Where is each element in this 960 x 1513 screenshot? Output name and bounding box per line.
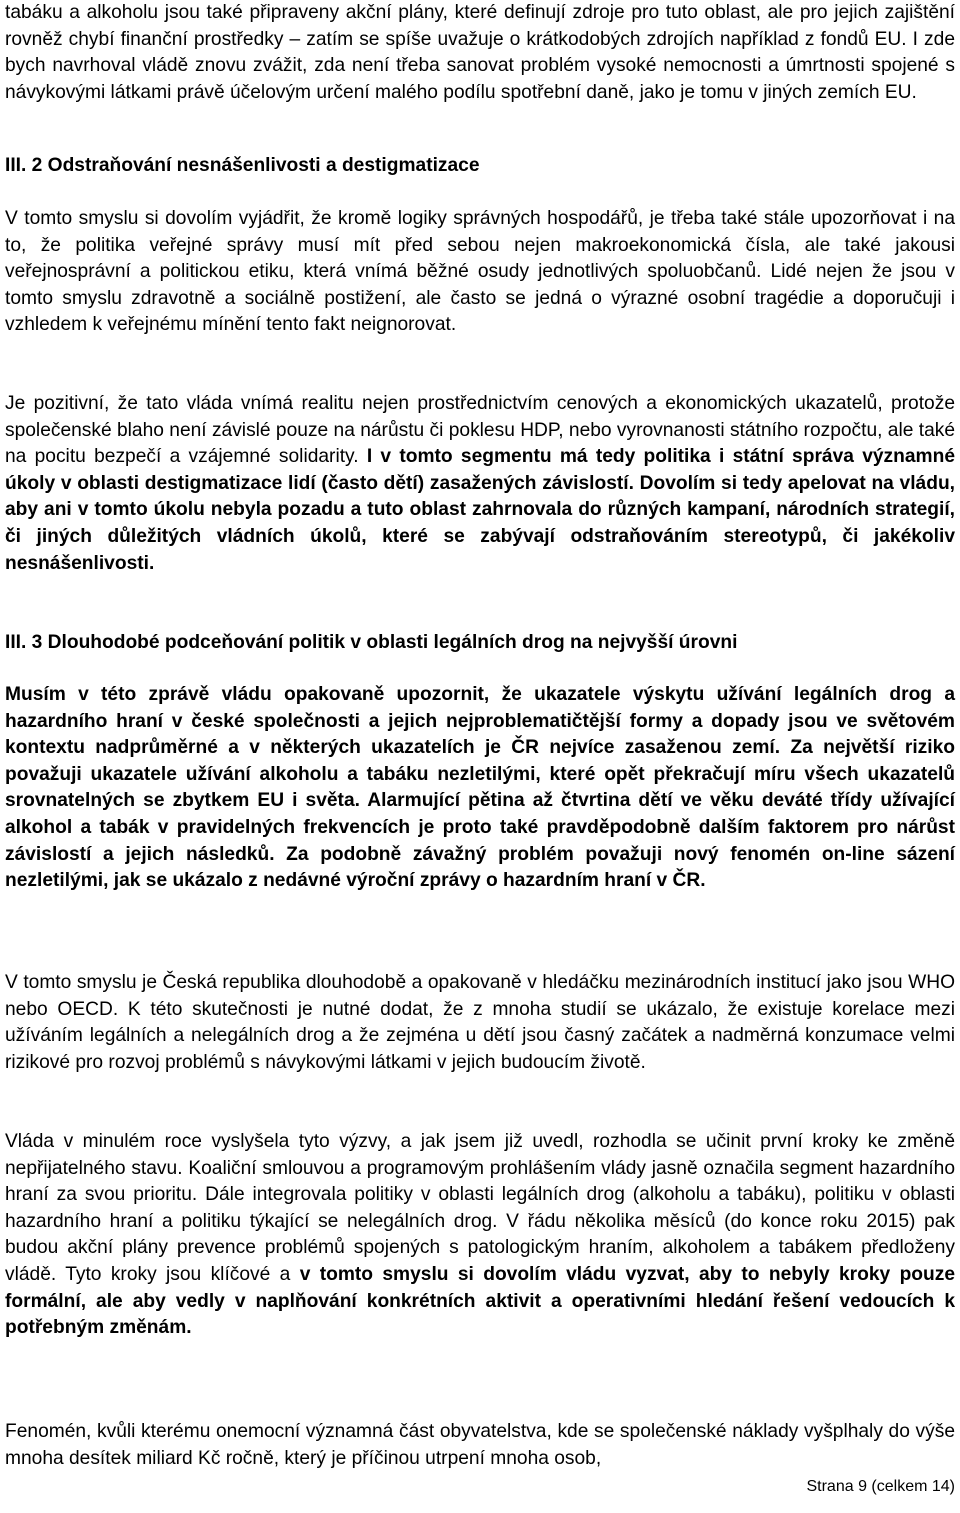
paragraph-bold-text: I v tomto segmentu má tedy politika i státní správa významné úkoly v oblasti destigmatizace lidí (často dětí) zasažených závislostí. Dovolím si tedy apelovat na vládu, aby ani v tomto úkolu nebyla pozadu a tuto oblast zahrnovala do různých kampaní, národních strategií, či jiných důležitých vládních úkolů, které se zabývají odstraňováním stereotypů, či jakékoliv nesnášenlivosti. <box>5 446 955 574</box>
paragraph-phenomenon: Fenomén, kvůli kterému onemocní významná část obyvatelstva, kde se společenské náklady vyšplhaly do výše mnoha desítek miliard Kč ročně, který je příčinou utrpení mnoha osob, <box>5 1421 955 1469</box>
paragraph-destigmatization <box>5 391 955 577</box>
page-number: Strana 9 (celkem 14) <box>806 1478 955 1495</box>
paragraph-government-steps <box>5 1129 955 1342</box>
section-heading-iii-3: III. 3 Dlouhodobé podceňování politik v oblasti legálních drog na nejvyšší úrovni <box>5 632 738 653</box>
paragraph-continuation: tabáku a alkoholu jsou také připraveny akční plány, které definují zdroje pro tuto oblast, ale pro jejich zajištění rovněž chybí finanční prostředky – zatím se spíše uvažuje o krátkodobých zdrojích například z fondů EU. I zde bych navrhoval vládě znovu zvážit, zda není třeba sanovat problém vysoké nemocnosti a úmrtnosti spojené s návykovými látkami právě účelovým určení malého podílu spotřební daně, jako je tomu v jiných zemích EU. <box>5 2 955 103</box>
paragraph-legal-drugs-warning: Musím v této zprávě vládu opakovaně upozornit, že ukazatele výskytu užívání legálních drog a hazardního hraní v české společnosti a jejich nejproblematičtější formy a dopady jsou ve světovém kontextu nadprůměrné a v některých ukazatelích je ČR nejvíce zasaženou zemí. Za největší riziko považuji ukazatele užívání alkoholu a tabáku nezletilými, které opět překračují míru všech ukazatelů srovnatelných se zbytkem EU i světa. Alarmující pětina až čtvrtina dětí ve věku deváté třídy užívající alkohol a tabák v pravidelných frekvencích je proto také pravděpodobně dalším faktorem pro nárůst závislostí a jejich následků. Za podobně závažný problém považuji nový fenomén on-line sázení nezletilými, jak se ukázalo z nedávné výroční zprávy o hazardním hraní v ČR. <box>5 684 955 892</box>
paragraph-text: Je pozitivní, že tato vláda vnímá realitu nejen prostřednictvím cenových a ekonomických ukazatelů, protože společenské blaho není závislé pouze na nárůstu či poklesu HDP, nebo vyrovnanosti státního rozpočtu, ale také na pocitu bezpečí a vzájemné solidarity. <box>5 393 956 468</box>
section-heading-iii-2: III. 2 Odstraňování nesnášenlivosti a destigmatizace <box>5 155 480 176</box>
paragraph-text: Vláda v minulém roce vyslyšela tyto výzvy, a jak jsem již uvedl, rozhodla se učinit první kroky ke změně nepřijatelného stavu. Koaliční smlouvou a programovým prohlášením vlády jasně označila segment hazardního hraní za svou prioritu. Dále integrovala politiky v oblasti legálních drog (alkoholu a tabáku), politiku v oblasti hazardního hraní a politiku týkající se nelegálních drog. V řádu několika měsíců (do konce roku 2015) pak budou akční plány prevence problémů spojených s patologickým hraním, alkoholem a tabákem předloženy vládě. Tyto kroky jsou klíčové a <box>5 1131 955 1285</box>
paragraph-intolerance: V tomto smyslu si dovolím vyjádřit, že kromě logiky správných hospodářů, je třeba také stále upozorňovat i na to, že politika veřejné správy musí mít před sebou nejen makroekonomická čísla, ale také jakousi veřejnosprávní a politickou etiku, která vnímá běžné osudy jednotlivých spoluobčanů. Lidé nejen že jsou v tomto smyslu zdravotně a sociálně postižení, ale často se jedná o výrazné osobní tragédie a doporučuji i vzhledem k veřejnému mínění tento fakt neignorovat. <box>5 208 955 336</box>
paragraph-bold-text: v tomto smyslu si dovolím vládu vyzvat, aby to nebyly kroky pouze formální, ale aby vedly v naplňování konkrétních aktivit a operativními hledání řešení vedoucích k potřebným změnám. <box>5 1263 955 1339</box>
paragraph-international: V tomto smyslu je Česká republika dlouhodobě a opakovaně v hledáčku mezinárodních institucí jako jsou WHO nebo OECD. K této skutečnosti je nutné dodat, že z mnoha studií se ukázalo, že existuje korelace mezi užíváním legálních a nelegálních drog a že zejména u dětí jsou časný začátek a nadměrná konzumace velmi rizikové pro rozvoj problémů s návykovými látkami v jejich budoucím životě. <box>5 972 955 1073</box>
